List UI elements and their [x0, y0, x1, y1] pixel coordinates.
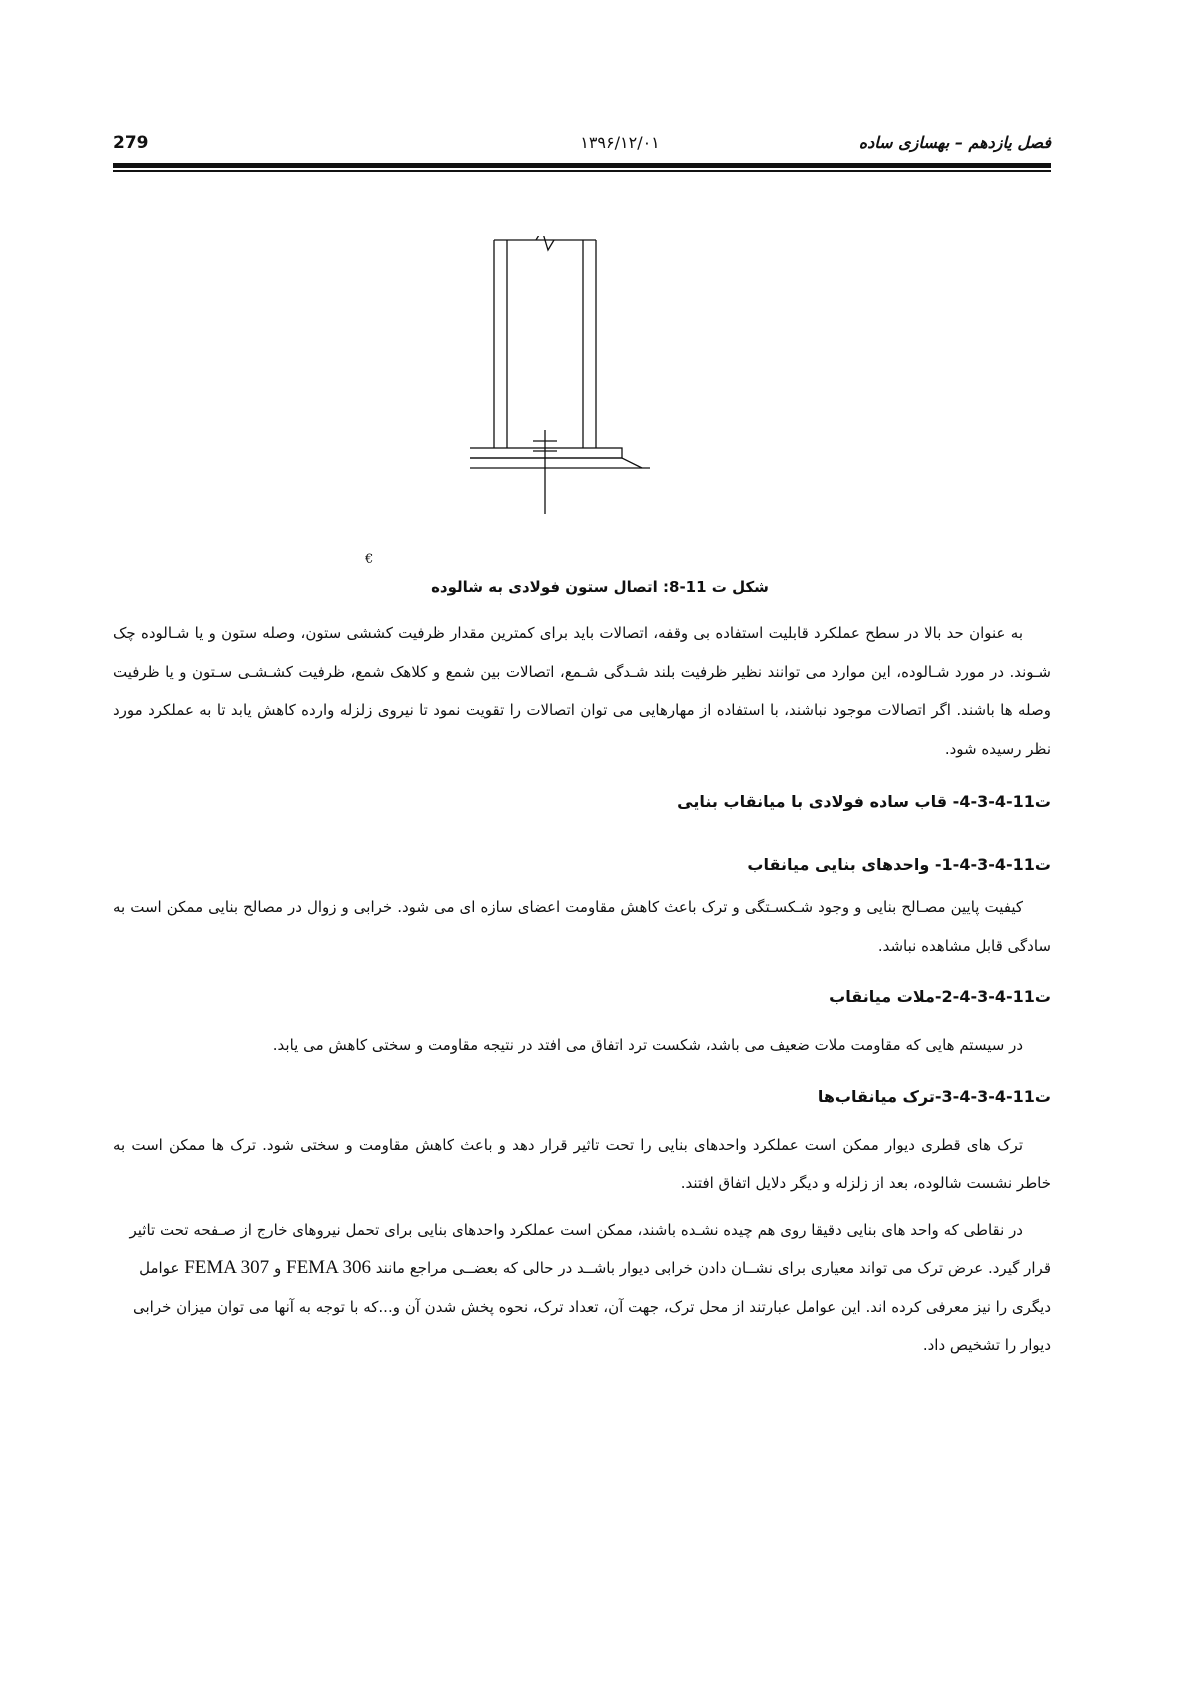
paragraph-3: در سیستم هایی که مقاومت ملات ضعیف می باشد، شکست ترد اتفاق می افتد در نتیجه مقاومت و سختی کاهش می یابد. [272, 1036, 1023, 1054]
stray-mark: € [365, 552, 374, 567]
figure-caption: شکل ت 11-8: اتصال ستون فولادی به شالوده [431, 578, 769, 596]
article-body [113, 614, 1051, 1365]
paragraph-4: ترک های قطری دیوار ممکن است عملکرد واحدهای بنایی را تحت تاثیر قرار دهد و باعث کاهش مقاومت و سختی شود. ترک ها ممکن است به خاطر نشست شالوده، بعد از زلزله و دیگر دلایل اتفاق افتند. [113, 1135, 1051, 1192]
paragraph-5-and: و [273, 1259, 282, 1277]
grout-pad [470, 458, 642, 468]
paragraph-2: کیفیت پایین مصـالح بنایی و وجود شـکسـتگی و ترک باعث کاهش مقاومت اعضای سازه ای می شود. خرابی و زوال در مصالح بنایی ممکن است به سادگی قابل مشاهده نباشد. [113, 898, 1051, 955]
column-base-drawing [470, 236, 720, 552]
section-heading-mortar: ت11-4-3-4-2-ملات میانقاب [829, 987, 1051, 1006]
chapter-title: فصل یازدهم – بهسازی ساده [858, 133, 1051, 152]
paragraph-5 [113, 1211, 1051, 1365]
column-base-figure [470, 236, 720, 552]
fema-306-reference: FEMA 306 [286, 1257, 371, 1278]
header-rule-thin [113, 170, 1051, 172]
header-rule-thick [113, 163, 1051, 168]
paragraph-5-part-2: عوامل دیگری را نیز معرفی کرده اند. این عوامل عبارتند از محل ترک، جهت آن، تعداد ترک، نحوه پخش شدن آن و...که با توجه به آنها می توان میزان خرابی دیوار را تشخیص داد. [133, 1259, 1051, 1354]
paragraph-5-part-1: در نقاطی که واحد های بنایی دقیقا روی هم چیده نشـده باشند، ممکن است عملکرد واحدهای بنایی برای تحمل نیروهای خارج از صـفحه تحت تاثیر قرار گیرد. عرض ترک می تواند معیاری برای نشــان دادن خرابی دیوار باشــد در حالی که بعضــی مراجع مانند [129, 1220, 1051, 1277]
page-number: 279 [113, 133, 149, 153]
section-heading-frame: ت11-4-3-4- قاب ساده فولادی با میانقاب بنایی [677, 792, 1051, 811]
header-date: ۱۳۹۶/۱۲/۰۱ [580, 133, 660, 152]
section-heading-cracks: ت11-4-3-4-3-ترک میانقاب‌ها [817, 1086, 1051, 1106]
paragraph-1: به عنوان حد بالا در سطح عملکرد قابلیت استفاده بی وقفه، اتصالات باید برای کمترین مقدار ظرفیت کششی ستون، وصله ستون و یا شـالوده چک شـوند. در مورد شـالوده، این موارد می توانند نظیر ظرفیت بلند شـدگی شـمع، اتصالات بین شمع و کلاهک شمع، ظرفیت کشـشـی سـتون و یا ظرفیت وصله ها باشند. اگر اتصالات موجود نباشند، با استفاده از مهارهایی می توان اتصالات را تقویت نمود تا نیروی زلزله وارده کاهش یابد تا به عملکرد مورد نظر رسیده شود. [113, 624, 1051, 758]
break-symbol [536, 236, 554, 250]
base-plate [470, 448, 622, 458]
section-heading-units: ت11-4-3-4-1- واحدهای بنایی میانقاب [747, 855, 1051, 874]
fema-307-reference: FEMA 307 [184, 1257, 270, 1278]
